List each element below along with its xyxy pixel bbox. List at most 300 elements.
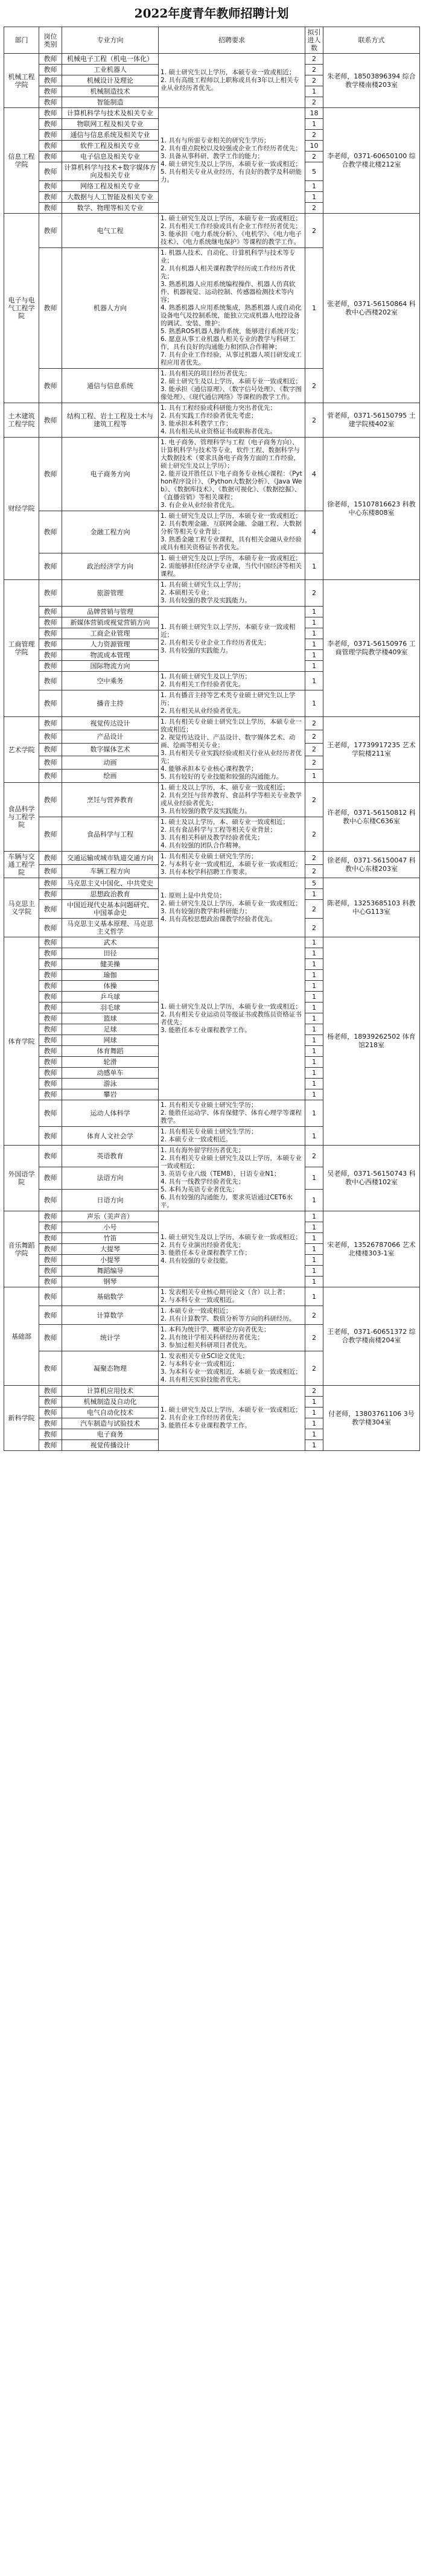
- major-cell: 动感单车: [62, 1068, 159, 1079]
- count-cell: 2: [305, 756, 323, 770]
- major-cell: 人力资源管理: [62, 639, 159, 650]
- type-cell: 教师: [39, 959, 62, 970]
- count-cell: 1: [305, 1266, 323, 1277]
- count-cell: 1: [305, 1057, 323, 1068]
- requirement-cell: 1. 具有相关专业硕士研究生以上学历，本硕专业一致或相近； 2. 视觉传达设计、产品设计、数字媒体艺术、动画、绘画等相关专业； 3. 具有相关专业实践经验或相关行业从业经历者优先； 4. 能够承担本专业核心课程教学； 5. 具有较好的专业技能和较强的沟通能力。: [159, 717, 305, 783]
- requirement-cell: 1. 具有硕士研究生及以上学历； 2. 具有相关工作经验者优先。: [159, 672, 305, 690]
- type-cell: 教师: [39, 553, 62, 580]
- type-cell: 教师: [39, 54, 62, 65]
- type-cell: 教师: [39, 580, 62, 607]
- type-cell: 教师: [39, 151, 62, 162]
- count-cell: 2: [305, 130, 323, 141]
- major-cell: 钢琴: [62, 1277, 159, 1287]
- type-cell: 教师: [39, 852, 62, 865]
- count-cell: 5: [305, 162, 323, 181]
- major-cell: 机器人方向: [62, 248, 159, 369]
- contact-cell: 李老师，0371-60650100 综合教学楼北楼212室: [323, 108, 420, 214]
- major-cell: 动画: [62, 756, 159, 770]
- requirement-cell: 1. 具有硕士研究生以上学历，本硕专业一致或相近； 2. 具有相关专业企业工作经历者优先； 3. 具有较强的实践能力。: [159, 607, 305, 672]
- dept-cell: 食品科学与工程学院: [4, 783, 39, 852]
- type-cell: 教师: [39, 1089, 62, 1100]
- type-cell: 教师: [39, 1244, 62, 1255]
- table-row: [4, 1386, 420, 1397]
- requirement-cell: 1. 本硕专业一致或相近； 2. 具有计算数学、数值分析等方向的科研经历。: [159, 1306, 305, 1325]
- count-cell: 2: [305, 203, 323, 214]
- type-cell: 教师: [39, 86, 62, 97]
- requirement-cell: 1. 硕士研究生及以上学历，本硕专业一致或相近； 2. 具有相关工作经验或具有企业工作经历者优先； 3. 能承担《电力系统分析》、《电机学》、《电力电子技术》、《电力系统继电保护》等课程的教学工作。: [159, 214, 305, 248]
- type-cell: 教师: [39, 511, 62, 553]
- type-cell: 教师: [39, 203, 62, 214]
- header-count: 拟引进人数: [305, 27, 323, 54]
- type-cell: 教师: [39, 661, 62, 672]
- table-row: [4, 878, 420, 889]
- count-cell: 2: [305, 403, 323, 438]
- type-cell: 教师: [39, 743, 62, 756]
- recruitment-table: [4, 27, 420, 1451]
- major-cell: 计算机科学与技术及相关专业: [62, 108, 159, 119]
- major-cell: 网球: [62, 1035, 159, 1046]
- dept-cell: 音乐舞蹈学院: [4, 1211, 39, 1287]
- count-cell: 1: [305, 661, 323, 672]
- type-cell: 教师: [39, 75, 62, 86]
- count-cell: 1: [305, 1089, 323, 1100]
- count-cell: 1: [305, 639, 323, 650]
- type-cell: 教师: [39, 214, 62, 248]
- requirement-cell: 1. 硕士研究生及以上学历，本硕专业一致或相近； 2. 需能够担任经济学专业课，当代中国经济等相关课程。: [159, 553, 305, 580]
- dept-cell: 信息工程学院: [4, 108, 39, 214]
- major-cell: 中国近现代史基本问题研究、中国革命史: [62, 900, 159, 919]
- count-cell: 2: [305, 1306, 323, 1325]
- type-cell: 教师: [39, 1100, 62, 1127]
- count-cell: 1: [305, 617, 323, 628]
- type-cell: 教师: [39, 919, 62, 937]
- major-cell: 健美操: [62, 959, 159, 970]
- dept-cell: 车辆与交通工程学院: [4, 852, 39, 878]
- dept-cell: 外国语学院: [4, 1146, 39, 1211]
- count-cell: 2: [305, 1146, 323, 1167]
- major-cell: 车辆工程方向: [62, 865, 159, 878]
- count-cell: 1: [305, 1167, 323, 1189]
- count-cell: 2: [305, 75, 323, 86]
- contact-cell: 杨老师，18939262502 体育馆218室: [323, 937, 420, 1146]
- count-cell: 2: [305, 580, 323, 607]
- type-cell: 教师: [39, 1167, 62, 1189]
- count-cell: 2: [305, 1386, 323, 1397]
- count-cell: 1: [305, 889, 323, 900]
- count-cell: 1: [305, 1211, 323, 1222]
- contact-cell: 陈老师，13253685103 科教中心G113室: [323, 878, 420, 937]
- count-cell: 1: [305, 628, 323, 639]
- major-cell: 软件工程及相关专业: [62, 141, 159, 151]
- count-cell: 1: [305, 1035, 323, 1046]
- major-cell: 计算数学: [62, 1306, 159, 1325]
- requirement-cell: 1. 硕士研究生及以上学历，本硕专业一致或相近； 2. 具有数理金融、互联网金融、金融工程、大数据分析等相关专业背景； 3. 熟悉金融工程专业课程，具有相关金融从业经验或具有相关资格证书者优先。: [159, 511, 305, 553]
- type-cell: 教师: [39, 970, 62, 981]
- contact-cell: 付老师，13803761106 3号教学楼304室: [323, 1386, 420, 1451]
- count-cell: 1: [305, 1429, 323, 1440]
- major-cell: 通信与信息系统: [62, 369, 159, 403]
- requirement-cell: 1. 电子商务、管理科学与工程（电子商务方向）、计算机科学与技术等专业，软件工程、数据科学与大数据技术（要求具备电子商务方面的工作经验，硕士研究生及以上学历）； 2. 能开设并胜任以下电子商务专业核心课程：《Python程序设计》、《Python大数据分析》、《Java Web》、《数据库技术》、《数据可视化》、《数据挖掘》、《直播营销》等相关课程； 3. 有企业从业经验者优先。: [159, 438, 305, 511]
- major-cell: 思想政治教育: [62, 889, 159, 900]
- requirement-cell: 1. 具有相关专业硕士研究生学历； 2. 能胜任运动学、体育保健学、体育心理学等课程教学。: [159, 1100, 305, 1127]
- type-cell: 教师: [39, 1266, 62, 1277]
- major-cell: 电气自动化技术: [62, 1408, 159, 1418]
- major-cell: 田径: [62, 948, 159, 959]
- major-cell: 电子商务: [62, 1429, 159, 1440]
- type-cell: 教师: [39, 1408, 62, 1418]
- major-cell: 政治经济学方向: [62, 553, 159, 580]
- table-row: [4, 108, 420, 119]
- page-title: 2022年度青年教师招聘计划: [134, 6, 289, 21]
- table-row: [4, 937, 420, 948]
- count-cell: 2: [305, 151, 323, 162]
- major-cell: 小号: [62, 1222, 159, 1233]
- major-cell: 品牌营销与管理: [62, 607, 159, 617]
- count-cell: 2: [305, 743, 323, 756]
- type-cell: 教师: [39, 1277, 62, 1287]
- count-cell: 5: [305, 878, 323, 889]
- contact-cell: 徐老师，0371-56150047 科教中心东楼203室: [323, 852, 420, 878]
- contact-cell: 许老师，0371-56150812 科教中心东楼C636室: [323, 783, 420, 852]
- count-cell: 2: [305, 54, 323, 65]
- type-cell: 教师: [39, 1146, 62, 1167]
- major-cell: 声乐（美声音）: [62, 1211, 159, 1222]
- requirement-cell: 1. 机器人技术、自动化、计算机科学与技术等专业； 2. 具有机器人相关课程教学经历或工作经历者优先； 3. 熟悉机器人应用系统编程操作、机器人仿真软件、机器视觉、运动控制、传感器检测技术等内容； 4. 熟悉机器人应用系统集成，熟悉机器人或自动化设备电气及控制系统，能独立完成机器人电控设备的调试、安装、维护； 5. 熟悉ROS机器人操作系统，能够进行系统开发； 6. 愿意从事工业机器人相关专业的教学与科研工作，具有良好的沟通能力和团队合作精神； 7. 具有企业工作经验，从事过机器人项目研发或工程应用者优先。: [159, 248, 305, 369]
- table-row: [4, 54, 420, 65]
- header-dept: 部门: [4, 27, 39, 54]
- count-cell: 18: [305, 108, 323, 119]
- type-cell: 教师: [39, 607, 62, 617]
- count-cell: 2: [305, 783, 323, 817]
- type-cell: 教师: [39, 878, 62, 889]
- type-cell: 教师: [39, 1255, 62, 1266]
- requirement-cell: 1. 硕士研究生及以上学历，本硕专业一致或相近； 2. 具有相关专业运动员等级证书或教练员资格证书者优先； 3. 能胜任本专业课程教学工作。: [159, 937, 305, 1100]
- type-cell: 教师: [39, 617, 62, 628]
- contact-cell: 李老师，0371-56150976 工商管理学院教学楼409室: [323, 580, 420, 717]
- major-cell: 舞蹈编导: [62, 1266, 159, 1277]
- count-cell: 2: [305, 369, 323, 403]
- type-cell: 教师: [39, 1046, 62, 1057]
- major-cell: 体育人文社会学: [62, 1127, 159, 1146]
- table-row: [4, 403, 420, 438]
- major-cell: 新媒体营销或视觉营销方向: [62, 617, 159, 628]
- major-cell: 日语方向: [62, 1189, 159, 1211]
- requirement-cell: 1. 具有工程经验或科研能力突出者优先； 2. 具有实践工作经验者优先考虑； 3. 能承担本科教学工作； 4. 具有相关从业资格证书或职称者优先。: [159, 403, 305, 438]
- major-cell: 电子信息及相关专业: [62, 151, 159, 162]
- dept-cell: 财经学院: [4, 438, 39, 580]
- count-cell: 1: [305, 959, 323, 970]
- type-cell: 教师: [39, 1429, 62, 1440]
- table-row: [4, 214, 420, 248]
- count-cell: 1: [305, 1222, 323, 1233]
- requirement-cell: 1. 具有播音主持等艺术类专业硕士研究生以上学历； 2. 具有相关从业经验者优先。: [159, 690, 305, 717]
- count-cell: 2: [305, 852, 323, 865]
- type-cell: 教师: [39, 900, 62, 919]
- count-cell: 1: [305, 1287, 323, 1306]
- type-cell: 教师: [39, 1035, 62, 1046]
- count-cell: 1: [305, 1079, 323, 1089]
- type-cell: 教师: [39, 130, 62, 141]
- type-cell: 教师: [39, 650, 62, 661]
- count-cell: 1: [305, 770, 323, 783]
- count-cell: 1: [305, 192, 323, 203]
- dept-cell: 工商管理学院: [4, 580, 39, 717]
- type-cell: 教师: [39, 1325, 62, 1351]
- count-cell: 2: [305, 65, 323, 75]
- count-cell: 2: [305, 730, 323, 743]
- count-cell: 10: [305, 141, 323, 151]
- type-cell: 教师: [39, 1418, 62, 1429]
- count-cell: 1: [305, 1244, 323, 1255]
- type-cell: 教师: [39, 937, 62, 948]
- type-cell: 教师: [39, 181, 62, 192]
- major-cell: 绘画: [62, 770, 159, 783]
- major-cell: 运动人体科学: [62, 1100, 159, 1127]
- major-cell: 物流成本管理: [62, 650, 159, 661]
- type-cell: 教师: [39, 1079, 62, 1089]
- type-cell: 教师: [39, 756, 62, 770]
- table-row: [4, 580, 420, 607]
- major-cell: 电气工程: [62, 214, 159, 248]
- major-cell: 马克思主义基本原理、马克思主义哲学: [62, 919, 159, 937]
- type-cell: 教师: [39, 141, 62, 151]
- major-cell: 网络工程及相关专业: [62, 181, 159, 192]
- count-cell: 1: [305, 1003, 323, 1013]
- table-row: [4, 1287, 420, 1306]
- type-cell: 教师: [39, 730, 62, 743]
- major-cell: 小提琴: [62, 1255, 159, 1266]
- requirement-cell: 1. 硕士研究生以上学历，本硕专业一致或相近； 2. 具有高级工程师以上职称或具有3年以上相关专业从业经历者优先。: [159, 54, 305, 108]
- major-cell: 体操: [62, 981, 159, 992]
- type-cell: 教师: [39, 192, 62, 203]
- requirement-cell: 1. 具有相关的项目经历者优先； 2. 硕士研究生及以上学历，本硕专业一致或相近； 3. 能承担《通信原理》、《数字信号处理》、《数字图像处理》、《现代通信网络》等课程的教学工作。: [159, 369, 305, 403]
- dept-cell: 艺术学院: [4, 717, 39, 783]
- major-cell: 空中乘务: [62, 672, 159, 690]
- requirement-cell: 1. 具有海外留学经历者优先； 2. 具有相关专业硕士研究生及以上学历，本硕专业一致或相近； 3. 英语专业八级（TEM8），日语专业N1； 4. 具有一线教学经验者优先； 5. 本科为英语专业者优先； 6. 具有较强的沟通能力，要求英语通过CET6水平。: [159, 1146, 305, 1211]
- table-header-row: [4, 27, 420, 54]
- count-cell: 1: [305, 1046, 323, 1057]
- count-cell: 1: [305, 1233, 323, 1244]
- count-cell: 1: [305, 1255, 323, 1266]
- major-cell: 大数据与人工智能及相关专业: [62, 192, 159, 203]
- major-cell: 游泳: [62, 1079, 159, 1089]
- contact-cell: 徐老师，15107816623 科教中心东楼808室: [323, 438, 420, 580]
- count-cell: 1: [305, 181, 323, 192]
- major-cell: 轮滑: [62, 1057, 159, 1068]
- major-cell: 播音主持: [62, 690, 159, 717]
- dept-cell: 新科学院: [4, 1386, 39, 1451]
- dept-cell: 电子与电气工程学院: [4, 214, 39, 403]
- type-cell: 教师: [39, 1003, 62, 1013]
- count-cell: 1: [305, 1277, 323, 1287]
- major-cell: 武术: [62, 937, 159, 948]
- requirement-cell: 1. 具有相关专业硕士研究生学历； 2. 本硕专业一致或相近。: [159, 1127, 305, 1146]
- requirement-cell: 1. 本科为统计学、概率论方向者优先； 2. 具有统计学相关科研经历者优先； 3. 参加过相关科研项目者优先。: [159, 1325, 305, 1351]
- dept-cell: 基础部: [4, 1287, 39, 1386]
- major-cell: 视觉传播设计: [62, 1440, 159, 1451]
- dept-cell: 马克思主义学院: [4, 878, 39, 937]
- requirement-cell: 1. 发表相关专业核心期刊论文（含）以上者； 2. 与本科专业一致或相近。: [159, 1287, 305, 1306]
- major-cell: 基础数学: [62, 1287, 159, 1306]
- dept-cell: 土木建筑工程学院: [4, 403, 39, 438]
- major-cell: 汽车制造与试验技术: [62, 1418, 159, 1429]
- major-cell: 马克思主义中国化、中共党史: [62, 878, 159, 889]
- table-row: [4, 852, 420, 865]
- type-cell: 教师: [39, 992, 62, 1003]
- header-req: 招聘要求: [159, 27, 305, 54]
- major-cell: 计算机科学与技术+数字媒体方向及相关专业: [62, 162, 159, 181]
- type-cell: 教师: [39, 1024, 62, 1035]
- major-cell: 机械制造及自动化: [62, 1397, 159, 1408]
- contact-cell: 宋老师，13526787066 艺术北楼楼303-1室: [323, 1211, 420, 1287]
- type-cell: 教师: [39, 248, 62, 369]
- type-cell: 教师: [39, 889, 62, 900]
- count-cell: 1: [305, 992, 323, 1003]
- count-cell: 1: [305, 553, 323, 580]
- table-row: [4, 1146, 420, 1167]
- count-cell: 1: [305, 948, 323, 959]
- type-cell: 教师: [39, 639, 62, 650]
- contact-cell: 朱老师，18503896394 综合教学楼南楼203室: [323, 54, 420, 108]
- count-cell: 2: [305, 717, 323, 730]
- major-cell: 国际物流方向: [62, 661, 159, 672]
- count-cell: 1: [305, 970, 323, 981]
- major-cell: 统计学: [62, 1325, 159, 1351]
- major-cell: 足球: [62, 1024, 159, 1035]
- major-cell: 数学、物理等相关专业: [62, 203, 159, 214]
- major-cell: 数字媒体艺术: [62, 743, 159, 756]
- major-cell: 大提琴: [62, 1244, 159, 1255]
- count-cell: 2: [305, 1351, 323, 1386]
- requirement-cell: 1. 硕士及以上学历，本、硕专业一致或相近； 2. 具有烹饪与营养教育、食品科学等相关专业教学或从业经验者优先； 3. 具有较强的教学及实践能力。: [159, 783, 305, 817]
- major-cell: 竹笛: [62, 1233, 159, 1244]
- type-cell: 教师: [39, 770, 62, 783]
- type-cell: 教师: [39, 1440, 62, 1451]
- type-cell: 教师: [39, 865, 62, 878]
- requirement-cell: 1. 原则上是中共党员； 2. 硕士研究生及以上学历，本硕专业一致或相近； 3. 具有较强的教学和科研能力； 4. 具有高校思想政治课教学经验者优先。: [159, 878, 305, 937]
- count-cell: 1: [305, 1440, 323, 1451]
- requirement-cell: 1. 硕士研究生及以上学历，本硕专业一致或相近； 2. 具有专业演出经验者优先； 3. 能胜任本专业课程教学工作； 4. 具有较强的专业技能。: [159, 1211, 305, 1287]
- type-cell: 教师: [39, 162, 62, 181]
- type-cell: 教师: [39, 1287, 62, 1306]
- type-cell: 教师: [39, 1013, 62, 1024]
- count-cell: 1: [305, 248, 323, 369]
- count-cell: 2: [305, 900, 323, 919]
- major-cell: 食品科学与工程: [62, 817, 159, 852]
- count-cell: 2: [305, 865, 323, 878]
- count-cell: 1: [305, 1127, 323, 1146]
- type-cell: 教师: [39, 783, 62, 817]
- major-cell: 瑜伽: [62, 970, 159, 981]
- major-cell: 机械电子工程（机电一体化）: [62, 54, 159, 65]
- contact-cell: 菅老师，0371-56150795 土建学院楼402室: [323, 403, 420, 438]
- dept-cell: 体育学院: [4, 937, 39, 1146]
- type-cell: 教师: [39, 1127, 62, 1146]
- major-cell: 旅游管理: [62, 580, 159, 607]
- type-cell: 教师: [39, 97, 62, 108]
- count-cell: 1: [305, 86, 323, 97]
- requirement-cell: 1. 具有与所需专业相关的研究生学历； 2. 具有重点院校以及较强或企业工作经历者优先； 3. 具备从事科研、教学工作的能力； 4. 硕士研究生及以上学历，本硕专业一致或相近； 5. 具有相关专业从业经历，有良好的教学及科研能力。: [159, 108, 305, 214]
- count-cell: 1: [305, 119, 323, 130]
- requirement-cell: 1. 发表相关专业SCI论文优先； 2. 与本科专业一致或相近； 3. 为本科专业一致或相近，本硕专业一致或相近； 4. 具有相关实验技能者优先。: [159, 1351, 305, 1386]
- requirement-cell: 1. 具有相关专业硕士研究生学历； 2. 与本科专业一致或相近，本硕专业一致或相近； 3. 具有本校学科招聘工作要求。: [159, 852, 305, 878]
- count-cell: 1: [305, 981, 323, 992]
- major-cell: 工业机器人: [62, 65, 159, 75]
- count-cell: 4: [305, 438, 323, 511]
- count-cell: 4: [305, 511, 323, 553]
- type-cell: 教师: [39, 948, 62, 959]
- type-cell: 教师: [39, 108, 62, 119]
- major-cell: 物联网工程及相关专业: [62, 119, 159, 130]
- requirement-cell: 1. 硕士及以上学历，本、硕专业一致或相近； 2. 具有食品科学与工程等相关专业背景； 3. 具有相关科研及教学经验者优先； 4. 具有较强的团队合作精神。: [159, 817, 305, 852]
- major-cell: 羽毛球: [62, 1003, 159, 1013]
- type-cell: 教师: [39, 1057, 62, 1068]
- requirement-cell: 1. 具有硕士研究生以上学历； 2. 本硕相关专业； 3. 具有较强的教学及实践能力。: [159, 580, 305, 607]
- major-cell: 智能制造: [62, 97, 159, 108]
- type-cell: 教师: [39, 1222, 62, 1233]
- header-contact: 联系方式: [323, 27, 420, 54]
- count-cell: 1: [305, 1013, 323, 1024]
- major-cell: 英语教育: [62, 1146, 159, 1167]
- major-cell: 机械制造技术: [62, 86, 159, 97]
- count-cell: 2: [305, 817, 323, 852]
- type-cell: 教师: [39, 369, 62, 403]
- count-cell: 2: [305, 1325, 323, 1351]
- type-cell: 教师: [39, 438, 62, 511]
- type-cell: 教师: [39, 1397, 62, 1408]
- type-cell: 教师: [39, 403, 62, 438]
- major-cell: 法语方向: [62, 1167, 159, 1189]
- count-cell: 1: [305, 690, 323, 717]
- major-cell: 体育舞蹈: [62, 1046, 159, 1057]
- major-cell: 通信与信息系统及相关专业: [62, 130, 159, 141]
- type-cell: 教师: [39, 1351, 62, 1386]
- contact-cell: 王老师，17739917235 艺术学院楼211室: [323, 717, 420, 783]
- major-cell: 机械设计及理论: [62, 75, 159, 86]
- major-cell: 结构工程、岩土工程及土木与建筑工程等: [62, 403, 159, 438]
- major-cell: 工商企业管理: [62, 628, 159, 639]
- type-cell: 教师: [39, 717, 62, 730]
- contact-cell: 张老师，0371-56150864 科教中心西楼202室: [323, 214, 420, 403]
- major-cell: 凝聚态物理: [62, 1351, 159, 1386]
- table-row: [4, 717, 420, 730]
- type-cell: 教师: [39, 981, 62, 992]
- type-cell: 教师: [39, 1211, 62, 1222]
- type-cell: 教师: [39, 690, 62, 717]
- count-cell: 2: [305, 214, 323, 248]
- major-cell: 计算机应用技术: [62, 1386, 159, 1397]
- count-cell: 1: [305, 1100, 323, 1127]
- major-cell: 烹饪与营养教育: [62, 783, 159, 817]
- count-cell: 1: [305, 672, 323, 690]
- count-cell: 1: [305, 1397, 323, 1408]
- major-cell: 视觉传达设计: [62, 717, 159, 730]
- count-cell: 1: [305, 937, 323, 948]
- type-cell: 教师: [39, 628, 62, 639]
- count-cell: 2: [305, 97, 323, 108]
- type-cell: 教师: [39, 1068, 62, 1079]
- count-cell: 1: [305, 1189, 323, 1211]
- major-cell: 攀岩: [62, 1089, 159, 1100]
- type-cell: 教师: [39, 119, 62, 130]
- header-major: 专业方向: [62, 27, 159, 54]
- count-cell: 1: [305, 650, 323, 661]
- major-cell: 篮球: [62, 1013, 159, 1024]
- type-cell: 教师: [39, 817, 62, 852]
- count-cell: 1: [305, 1418, 323, 1429]
- contact-cell: 王老师，0371-60651372 综合教学楼南楼204室: [323, 1287, 420, 1386]
- count-cell: 1: [305, 1408, 323, 1418]
